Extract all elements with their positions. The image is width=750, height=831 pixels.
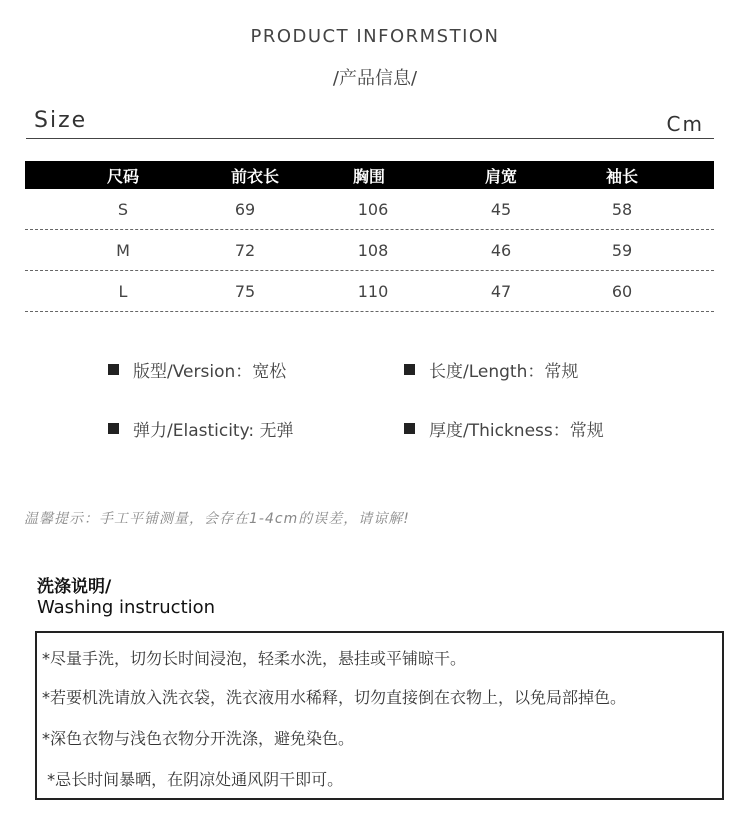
attribute-text: 弹力/Elasticity: 无弹 bbox=[133, 421, 294, 441]
attribute-version bbox=[108, 357, 286, 382]
table-row bbox=[25, 230, 714, 271]
washing-title-en: Washing instruction bbox=[37, 597, 216, 618]
measurement-tip: 温馨提示：手工平铺测量，会存在1-4cm的误差，请谅解! bbox=[24, 511, 410, 527]
size-divider bbox=[26, 138, 714, 139]
size-label: Size bbox=[34, 108, 88, 133]
table-cell: 58 bbox=[611, 199, 633, 219]
section-title-cn: /产品信息/ bbox=[332, 68, 418, 89]
table-cell: 47 bbox=[490, 281, 512, 301]
section-title-en: PRODUCT INFORMSTION bbox=[250, 26, 500, 47]
washing-line: *尽量手洗，切勿长时间浸泡，轻柔水洗，悬挂或平铺晾干。 bbox=[42, 649, 467, 668]
table-cell: 72 bbox=[234, 240, 256, 260]
column-header-bust: 胸围 bbox=[352, 166, 386, 186]
attribute-elasticity bbox=[108, 416, 294, 441]
table-row bbox=[25, 271, 714, 312]
table-cell: 46 bbox=[490, 240, 512, 260]
attribute-text: 厚度/Thickness：常规 bbox=[429, 421, 604, 441]
column-header-length: 前衣长 bbox=[230, 166, 280, 186]
table-cell: M bbox=[116, 240, 130, 260]
bullet-square-icon bbox=[108, 423, 119, 434]
column-header-size: 尺码 bbox=[106, 166, 140, 186]
bullet-square-icon bbox=[404, 364, 415, 375]
bullet-square-icon bbox=[404, 423, 415, 434]
washing-instruction-box bbox=[35, 631, 724, 800]
table-cell: L bbox=[118, 281, 128, 301]
washing-title-cn: 洗涤说明/ bbox=[37, 577, 112, 597]
table-cell: 106 bbox=[357, 199, 389, 219]
table-cell: 60 bbox=[611, 281, 633, 301]
size-table-header bbox=[25, 161, 714, 189]
table-row bbox=[25, 189, 714, 230]
table-cell: 75 bbox=[234, 281, 256, 301]
table-cell: 108 bbox=[357, 240, 389, 260]
size-table bbox=[25, 161, 714, 312]
washing-line: *若要机洗请放入洗衣袋，洗衣液用水稀释，切勿直接倒在衣物上，以免局部掉色。 bbox=[42, 688, 627, 707]
attribute-length bbox=[404, 357, 578, 382]
table-cell: 110 bbox=[357, 281, 389, 301]
attribute-text: 长度/Length：常规 bbox=[429, 362, 579, 382]
washing-line: *忌长时间暴晒，在阴凉处通风阴干即可。 bbox=[42, 770, 344, 789]
table-cell: S bbox=[117, 199, 129, 219]
table-cell: 59 bbox=[611, 240, 633, 260]
unit-label: Cm bbox=[666, 112, 704, 136]
attribute-text: 版型/Version：宽松 bbox=[133, 362, 287, 382]
table-cell: 45 bbox=[490, 199, 512, 219]
washing-line: *深色衣物与浅色衣物分开洗涤，避免染色。 bbox=[42, 729, 355, 748]
attribute-thickness bbox=[404, 416, 604, 441]
table-cell: 69 bbox=[234, 199, 256, 219]
bullet-square-icon bbox=[108, 364, 119, 375]
column-header-sleeve: 袖长 bbox=[605, 166, 639, 186]
column-header-shoulder: 肩宽 bbox=[484, 166, 518, 186]
